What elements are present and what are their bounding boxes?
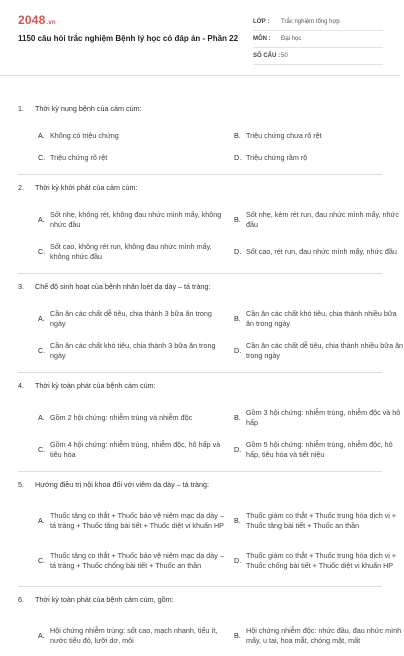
meta-row-subject bbox=[253, 31, 383, 48]
option-text: Triệu chứng rõ rệt bbox=[50, 152, 108, 162]
site-logo[interactable] bbox=[18, 12, 56, 29]
option-text: Triệu chứng chưa rõ rệt bbox=[246, 130, 322, 140]
option-c[interactable] bbox=[38, 147, 226, 169]
option-b[interactable] bbox=[234, 204, 404, 236]
option-letter: A. bbox=[38, 313, 45, 323]
option-letter: C. bbox=[38, 444, 46, 454]
option-text: Gồm 4 hội chứng: nhiễm trùng, nhiễm độc, hô hấp và tiêu hóa bbox=[50, 439, 221, 459]
option-text: Thuốc giảm co thắt + Thuốc trung hòa dịch vị + Thuốc chống bài tiết + Thuốc diệt vi khuẩn HP bbox=[246, 550, 397, 570]
option-text: Hội chứng nhiễm độc: nhức đầu, đau nhức mình mẩy, u tai, hoa mắt, chóng mặt, mất bbox=[246, 625, 402, 645]
option-letter: D. bbox=[234, 444, 242, 454]
question-text: Thời kỳ nung bệnh của cảm cúm: bbox=[35, 104, 142, 113]
question-text: Thời kỳ toàn phát của bệnh cảm cúm: bbox=[35, 381, 156, 390]
option-text: Cần ăn các chất khó tiêu, chia thành nhiều bữa ăn trong ngày bbox=[246, 308, 397, 328]
question-number: 4. bbox=[18, 381, 24, 390]
option-text: Hội chứng nhiễm trùng: sốt cao, mạch nhanh, tiểu ít, nước tiểu đỏ, lưỡi dơ, môi bbox=[50, 625, 218, 645]
option-letter: C. bbox=[38, 246, 46, 256]
question-number: 6. bbox=[18, 595, 24, 604]
meta-key: MÔN : bbox=[253, 35, 271, 42]
option-d[interactable] bbox=[234, 434, 404, 466]
option-letter: C. bbox=[38, 345, 46, 355]
question-text: Thời kỳ khởi phát của cảm cúm: bbox=[35, 183, 138, 192]
question-1 bbox=[18, 76, 382, 175]
question-number: 3. bbox=[18, 282, 24, 291]
question-2 bbox=[18, 175, 399, 274]
option-d[interactable] bbox=[234, 147, 404, 169]
option-letter: D. bbox=[234, 555, 242, 565]
option-letter: B. bbox=[234, 130, 241, 140]
question-number: 2. bbox=[18, 183, 24, 192]
question-5 bbox=[18, 472, 397, 587]
option-letter: B. bbox=[234, 515, 241, 525]
option-d[interactable] bbox=[234, 541, 404, 581]
option-letter: A. bbox=[38, 130, 45, 140]
question-number: 1. bbox=[18, 104, 24, 113]
option-b[interactable] bbox=[234, 303, 404, 335]
option-a[interactable] bbox=[38, 402, 226, 434]
meta-table bbox=[253, 14, 383, 65]
option-c[interactable] bbox=[38, 434, 226, 466]
option-letter: D. bbox=[234, 152, 242, 162]
option-d[interactable] bbox=[234, 335, 404, 367]
question-number: 5. bbox=[18, 480, 24, 489]
option-text: Gồm 3 hội chứng: nhiễm trùng, nhiễm độc và hô hấp bbox=[246, 407, 401, 427]
option-letter: B. bbox=[234, 412, 241, 422]
option-letter: A. bbox=[38, 412, 45, 422]
option-letter: D. bbox=[234, 345, 242, 355]
meta-key: LỚP : bbox=[253, 18, 270, 25]
meta-row-class bbox=[253, 14, 383, 31]
option-b[interactable] bbox=[234, 501, 404, 541]
option-text: Cần ăn các chất khó tiêu, chia thành 3 bữa ăn trong ngày bbox=[50, 340, 216, 360]
option-text: Triệu chứng rầm rộ bbox=[246, 152, 308, 162]
logo-main: 2048 bbox=[18, 13, 46, 27]
option-text: Thuốc tăng co thắt + Thuốc bảo vệ niêm mạc dạ dày – tá tràng + Thuốc chống bài tiết + Thuốc an thần bbox=[50, 550, 224, 570]
page-title: 1150 câu hỏi trắc nghiệm Bệnh lý học có đáp án - Phần 22 bbox=[18, 34, 239, 43]
option-b[interactable] bbox=[234, 616, 404, 656]
meta-key: SỐ CÂU : bbox=[253, 52, 280, 59]
question-text: Thời kỳ toàn phát của bệnh cảm cúm, gồm: bbox=[35, 595, 174, 604]
logo-suffix: .vn bbox=[46, 20, 56, 26]
option-text: Không có triệu chứng bbox=[50, 130, 119, 140]
option-a[interactable] bbox=[38, 616, 226, 656]
question-4 bbox=[18, 373, 401, 472]
meta-value: Trắc nghiệm tổng hợp bbox=[281, 18, 340, 25]
option-c[interactable] bbox=[38, 541, 226, 581]
option-text: Cần ăn các chất dễ tiêu, chia thành 3 bữa ăn trong ngày bbox=[50, 308, 212, 328]
meta-value: 50 bbox=[281, 52, 288, 59]
option-b[interactable] bbox=[234, 125, 404, 147]
option-a[interactable] bbox=[38, 125, 226, 147]
question-text: Chế độ sinh hoạt của bệnh nhân loét dạ dày – tá tràng: bbox=[35, 282, 211, 291]
question-3 bbox=[18, 274, 404, 373]
option-letter: B. bbox=[234, 630, 241, 640]
question-6 bbox=[18, 587, 402, 656]
option-letter: A. bbox=[38, 630, 45, 640]
meta-value: Đại học bbox=[281, 35, 302, 42]
option-text: Sốt cao, không rét run, không đau nhức mình mẩy, không nhức đầu bbox=[50, 241, 212, 261]
option-letter: D. bbox=[234, 246, 242, 256]
option-text: Cần ăn các chất dễ tiêu, chia thành nhiều bữa ăn trong ngày bbox=[246, 340, 404, 360]
question-list bbox=[0, 76, 404, 656]
option-c[interactable] bbox=[38, 335, 226, 367]
option-letter: C. bbox=[38, 555, 46, 565]
option-b[interactable] bbox=[234, 402, 404, 434]
option-text: Gồm 2 hội chứng: nhiễm trùng và nhiễm độc bbox=[50, 412, 193, 422]
option-d[interactable] bbox=[234, 236, 404, 268]
question-text: Hướng điều trị nội khoa đối với viêm dạ dày – tá tràng: bbox=[35, 480, 210, 489]
option-letter: A. bbox=[38, 214, 45, 224]
option-text: Sốt cao, rét run, đau nhức mình mẩy, nhức đầu bbox=[246, 246, 397, 256]
option-letter: B. bbox=[234, 313, 241, 323]
option-letter: C. bbox=[38, 152, 46, 162]
option-a[interactable] bbox=[38, 303, 226, 335]
meta-row-count bbox=[253, 48, 383, 65]
option-text: Sốt nhẹ, kèm rét run, đau nhức mình mẩy, nhức đầu bbox=[246, 209, 399, 229]
option-letter: A. bbox=[38, 515, 45, 525]
option-a[interactable] bbox=[38, 204, 226, 236]
option-text: Thuốc tăng co thắt + Thuốc bảo vệ niêm mạc dạ dày – tá tràng + Thuốc tăng bài tiết + Thuốc diệt vi khuẩn HP bbox=[50, 510, 224, 530]
document-header bbox=[0, 0, 400, 76]
option-text: Thuốc giảm co thắt + Thuốc trung hòa dịch vị + Thuốc tăng bài tiết + Thuốc an thần bbox=[246, 510, 397, 530]
option-text: Sốt nhẹ, không rét, không đau nhức mình mẩy, không nhức đầu bbox=[50, 209, 222, 229]
option-letter: B. bbox=[234, 214, 241, 224]
option-a[interactable] bbox=[38, 501, 226, 541]
option-c[interactable] bbox=[38, 236, 226, 268]
option-text: Gồm 5 hội chứng: nhiễm trùng, nhiễm độc, hô hấp, tiêu hóa và tiết niệu bbox=[246, 439, 393, 459]
